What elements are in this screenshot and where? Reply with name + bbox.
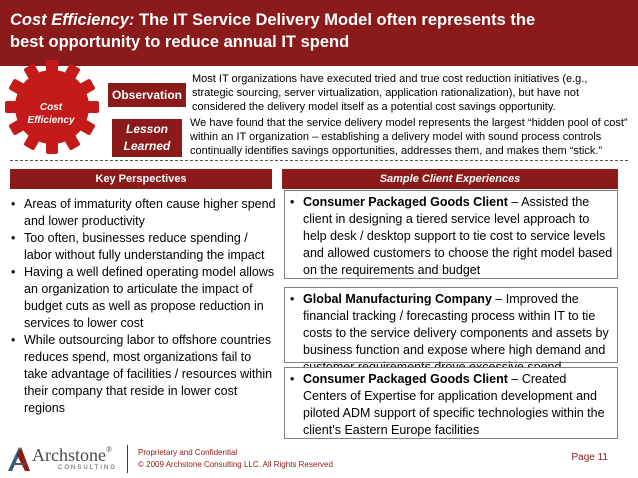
logo-subtitle: CONSULTING	[58, 465, 117, 471]
list-item	[289, 291, 613, 376]
gear-label-line-1: Cost	[39, 102, 63, 113]
gear-label-line-2: Efficiency	[27, 115, 75, 126]
page-title-line-1	[10, 9, 628, 31]
client-experience-box	[284, 190, 618, 279]
list-item	[289, 371, 613, 439]
footer	[0, 443, 638, 478]
copyright-notice: © 2009 Archstone Consulting LLC. All Rights Reserved	[138, 460, 333, 469]
lesson-learned-label	[112, 119, 182, 157]
footer-divider	[127, 445, 128, 473]
logo-wordmark	[32, 445, 112, 466]
lesson-label-line-1: Lesson	[125, 122, 168, 136]
client-experience-box	[284, 287, 618, 363]
archstone-logo-icon	[6, 443, 32, 473]
title-lead: Cost Efficiency:	[10, 11, 135, 29]
confidential-notice: Proprietary and Confidential	[138, 448, 238, 457]
observation-label: Observation	[108, 83, 186, 107]
title-bar	[0, 0, 638, 66]
page-title-line-2: best opportunity to reduce annual IT spend	[10, 33, 350, 51]
logo-main-text: Archstone	[32, 445, 106, 465]
list-item: • Too often, businesses reduce spending / labor without fully understanding the impact	[10, 230, 278, 264]
page-number: Page 11	[571, 452, 608, 463]
list-item	[289, 194, 613, 279]
client-name: Consumer Packaged Goods Client	[303, 195, 508, 209]
client-description: – Assisted the client in designing a tiered service level approach to help desk / desktop support to tie cost to service levels and allowed customers to choose the right model based on the requirements and budget	[303, 195, 613, 277]
sample-client-experiences-header: Sample Client Experiences	[282, 169, 618, 189]
list-item: • Having a well defined operating model allows an organization to articulate the impact of budget cuts as well as propose reduction in services to lower cost	[10, 264, 278, 332]
list-item: • Areas of immaturity often cause higher spend and lower productivity	[10, 196, 278, 230]
client-name: Consumer Packaged Goods Client	[303, 372, 508, 386]
lesson-learned-text: We have found that the service delivery model represents the largest “hidden pool of cost” within an IT organization – establishing a delivery model with sound process controls continually identifies savings opportunities, addresses them, and makes them “stick.”	[190, 117, 628, 157]
lesson-label-line-2: Learned	[123, 139, 171, 153]
title-rest: The IT Service Delivery Model often represents the	[134, 11, 536, 29]
gear-icon	[3, 58, 101, 156]
client-experience-box	[284, 367, 618, 439]
key-perspectives-list	[10, 196, 278, 417]
client-description: – Improved the financial tracking / forecasting process within IT to tie costs to the service delivery components and assets by business function and expose where high demand and	[303, 292, 609, 357]
list-item: • While outsourcing labor to offshore countries reduces spend, most organizations fail to take advantage of facilities / resources within their company that reside in lower cost regions	[10, 332, 278, 417]
client-description: – Created Centers of Expertise for application development and piloted ADM support of specific technologies within the client’s Eastern Europe facilities	[303, 372, 605, 437]
dashed-divider	[10, 160, 628, 161]
client-name: Global Manufacturing Company	[303, 292, 492, 306]
key-perspectives-header: Key Perspectives	[10, 169, 272, 189]
logo-trademark: ®	[105, 445, 113, 454]
observation-text: Most IT organizations have executed tried and true cost reduction initiatives (e.g., strategic sourcing, server virtualization, application rationalization), but have not considered the delivery model itself as a potential cost savings opportunity.	[192, 73, 588, 113]
